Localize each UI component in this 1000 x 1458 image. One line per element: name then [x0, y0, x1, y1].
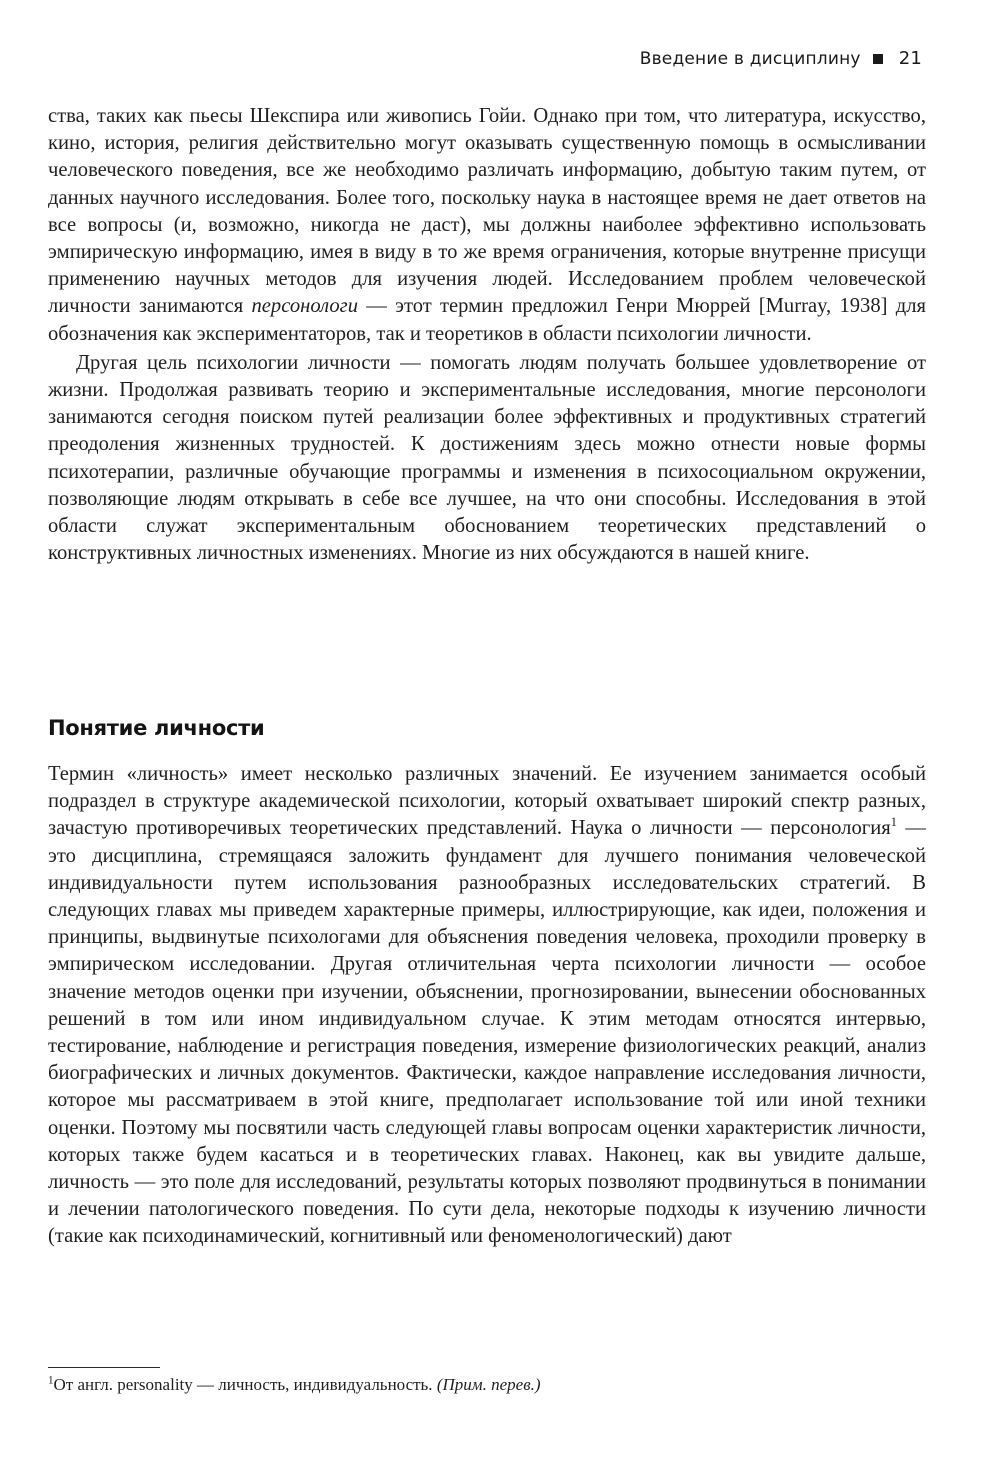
page-number: 21 — [898, 48, 922, 69]
paragraph-3-part-2: — это дисциплина, стремящаяся заложить фундамент для лучшего понимания человеческой индивидуальности путем использования разнообразных исследовательских стратегий. В следующих главах мы приведем характерные примеры, иллюстрирующие, как идеи, положения и принципы, выдвинутые психологами для объяснения поведения человека, проходили проверку в эмпирическом исследовании. Другая отличительная черта психологии личности — особое значение методов оценки при изучении, объяснении, прогнозировании, вынесении обоснованных решений в том или ином индивидуальном случае. К этим методам относятся интервью, тестирование, наблюдение и регистрация поведения, измерение физиологических реакций, анализ биографических и личных документов. Фактически, каждое направление исследования личности, которое мы рассматриваем в этой книге, предполагает использование той или иной техники оценки. Поэтому мы посвятили часть следующей главы вопросам оценки характеристик личности, которых также будем касаться и в теоретических главах. Наконец, как вы увидите дальше, личность — это поле для исследований, результаты которых позволяют продвинуться в понимании и лечении патологического поведения. По сути дела, некоторые подходы к изучению личности (такие как психодинамический, когнитивный или феноменологический) дают — [48, 817, 926, 1248]
text-block-top — [48, 103, 926, 567]
footnote-mark: 1 — [48, 1374, 54, 1387]
section-heading: Понятие личности — [48, 716, 265, 740]
footnote-text: От англ. personality — личность, индивидуальность. — [53, 1375, 433, 1394]
footnote-note: (Прим. перев.) — [436, 1375, 541, 1394]
footnote-separator — [48, 1367, 160, 1368]
term-personologists: персонологи — [251, 295, 359, 318]
paragraph-3-part-1: Термин «личность» имеет несколько различных значений. Ее изучением занимается особый подраздел в структуре академической психологии, который охватывает широкий спектр разных, зачастую противоречивых теоретических представлений. Наука о личности — персонология — [48, 763, 926, 840]
paragraph-2: Другая цель психологии личности — помогать людям получать большее удовлетворение от жизни. Продолжая развивать теорию и экспериментальные исследования, многие персонологи занимаются сегодня поиском путей реализации более эффективных и продуктивных стратегий преодоления жизненных трудностей. К достижениям здесь можно отнести новые формы психотерапии, различные обучающие программы и изменения в психосоциальном окружении, позволяющие людям открывать в себе все лучшее, на что они способны. Исследования в этой области служат экспериментальным обоснованием теоретических представлений о конструктивных личностных изменениях. Многие из них обсуждаются в нашей книге. — [48, 351, 926, 565]
running-header — [640, 48, 922, 69]
paragraph-continuation — [48, 103, 926, 348]
footnote — [48, 1374, 926, 1396]
paragraph-1-part-2: — этот термин предложил Генри Мюррей [Murray, 1938] для обозначения как экспериментаторов, так и теоретиков в области психологии личности. — [48, 295, 926, 345]
footnote-reference[interactable]: 1 — [890, 815, 897, 830]
square-bullet-icon — [873, 54, 883, 64]
paragraph-1-part-1: ства, таких как пьесы Шекспира или живопись Гойи. Однако при том, что литература, искусство, кино, история, религия действительно могут оказывать существенную помощь в осмысливании человеческого поведения, все же необходимо различать информацию, добытую таким путем, от данных научного исследования. Более того, поскольку наука в настоящее время не дает ответов на все вопросы (и, возможно, никогда не даст), мы должны наиболее эффективно использовать эмпирическую информацию, имея в виду в то же время ограничения, которые внутренне присущи применению научных методов для изучения людей. Исследованием проблем человеческой личности занимаются — [48, 105, 926, 318]
chapter-title: Введение в дисциплину — [639, 48, 861, 69]
paragraph-3 — [48, 761, 926, 1251]
text-block-section — [48, 761, 926, 1251]
